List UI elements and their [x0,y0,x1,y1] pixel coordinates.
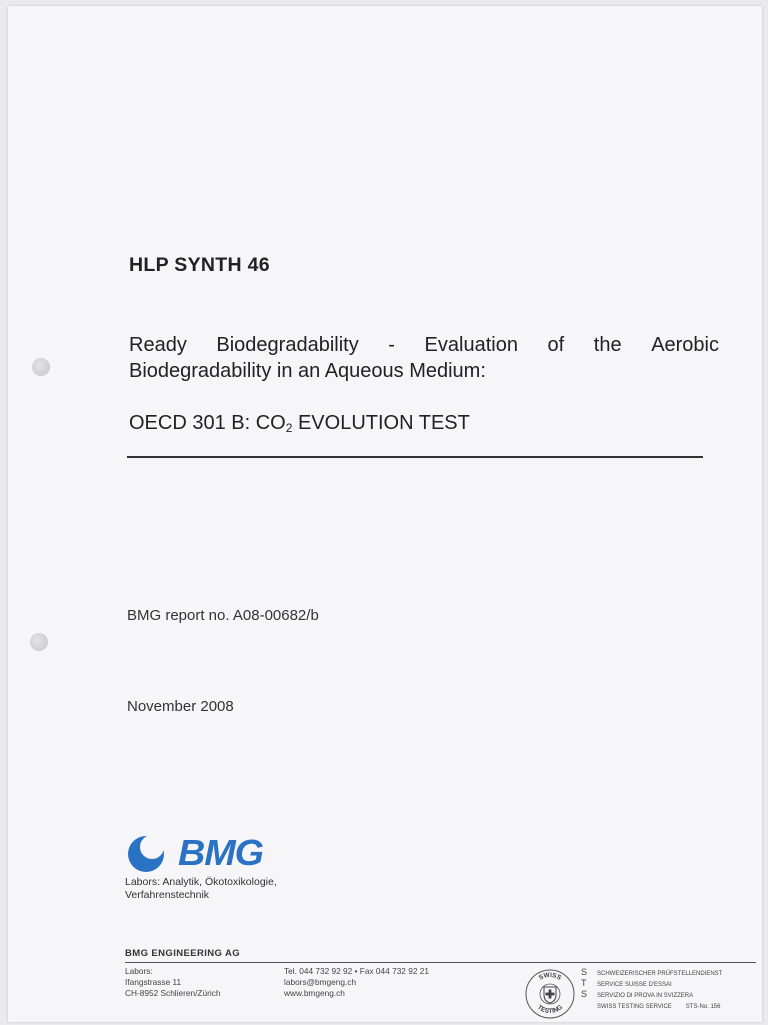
title-word: Ready [129,334,187,356]
contact-phone-fax: Tel. 044 732 92 92 • Fax 044 732 92 21 [284,966,429,976]
logo-mark [124,832,264,874]
address-line: Ifangstrasse 11 [125,977,182,987]
logo-tagline [125,876,365,902]
address-line: CH-8952 Schlieren/Zürich [125,988,221,998]
contact-email: labors@bmgeng.ch [284,977,357,987]
report-number: BMG report no. A08-00682/b [127,607,319,624]
sts-letters [581,967,587,1000]
sts-service-names [597,969,722,1013]
seal-bottom-text: TESTING [535,1003,565,1016]
sts-line: SERVICE SUISSE D'ESSAI [597,982,672,988]
bmg-logo [124,832,264,874]
title-word: Biodegradability [216,334,359,356]
tagline-line-1: Labors: Analytik, Ökotoxikologie, [125,876,277,888]
substance-code: HLP SYNTH 46 [129,254,270,276]
sts-letter: S [581,967,588,977]
svg-text:TESTING [536,1004,564,1015]
test-title-line-2: Biodegradability in an Aqueous Medium: [129,360,486,382]
test-method [129,412,470,435]
logo-moon-icon [124,833,176,873]
punch-hole [30,633,48,651]
sts-line: SCHWEIZERISCHER PRÜFSTELLENDIENST [597,971,723,977]
title-word: - [388,334,395,356]
report-date: November 2008 [127,698,234,715]
svg-text:SWISS [538,972,563,982]
sts-line-text: SWISS TESTING SERVICE [597,1004,672,1010]
test-method-subscript: 2 [285,421,293,435]
logo-wordmark: BMG [178,832,264,873]
seal-top-text: SWISS [537,971,563,982]
document-page [8,6,762,1022]
tagline-line-2: Verfahrenstechnik [125,889,210,901]
test-title-line-1 [129,332,719,358]
address-line: Labors: [125,966,153,976]
title-word: of [547,334,565,356]
title-divider [127,456,703,458]
sts-letter: T [581,978,587,988]
title-word: Aerobic [651,334,719,356]
title-word: Evaluation [424,334,518,356]
punch-hole [32,358,50,376]
sts-number: STS-No. 156 [685,1004,721,1010]
contact-website: www.bmgeng.ch [284,988,345,998]
footer-divider [125,962,756,963]
test-method-suffix: EVOLUTION TEST [292,412,470,434]
title-word: the [593,334,622,356]
company-name: BMG ENGINEERING AG [125,948,241,959]
swiss-testing-seal-icon [524,968,576,1020]
footer-contact [284,966,429,999]
sts-line [597,1002,722,1013]
test-title [129,332,719,384]
footer-address [125,966,220,999]
test-method-prefix: OECD 301 B: CO [129,412,286,434]
sts-letter: S [581,989,588,999]
swiss-testing-seal [524,968,576,1025]
sts-line: SERVIZIO DI PROVA IN SVIZZERA [597,993,694,999]
